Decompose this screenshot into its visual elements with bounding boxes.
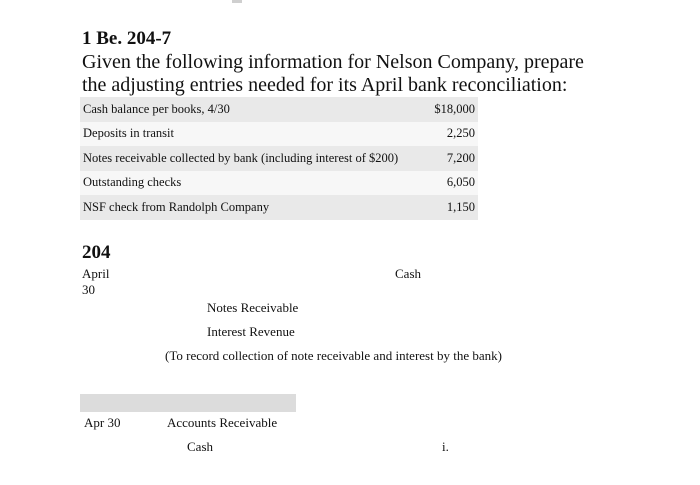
- row-amount: 6,050: [446, 175, 475, 190]
- credit-account-2: Interest Revenue: [207, 324, 295, 339]
- entry-date: Apr 30: [84, 415, 121, 430]
- row-marker: i.: [442, 439, 449, 454]
- row-amount: 2,250: [446, 126, 475, 141]
- table-row: [80, 97, 478, 122]
- entry-explanation: (To record collection of note receivable and interest by the bank): [165, 348, 502, 363]
- table-row: [80, 171, 478, 196]
- table-row: [80, 122, 478, 147]
- row-label: Cash balance per books, 4/30: [83, 101, 230, 116]
- table-row: [80, 195, 478, 220]
- row-amount: 1,150: [446, 199, 475, 214]
- row-label: Deposits in transit: [83, 126, 174, 141]
- credit-account-1: Notes Receivable: [207, 300, 299, 315]
- row-label: Outstanding checks: [83, 175, 182, 190]
- answer-placeholder-bar: [80, 394, 296, 412]
- info-table: [80, 97, 478, 220]
- row-amount: 7,200: [446, 150, 475, 165]
- debit-account: Cash: [395, 266, 421, 281]
- problem-id: 1 Be. 204-7: [82, 28, 172, 49]
- row-label: NSF check from Randolph Company: [83, 199, 270, 214]
- credit-account-3: Cash: [187, 439, 213, 454]
- problem-text-line-2: the adjusting entries needed for its April bank reconciliation:: [82, 74, 568, 96]
- row-label: Notes receivable collected by bank (including interest of $200): [83, 150, 399, 165]
- entry-month: April: [82, 266, 110, 281]
- entry-day: 30: [82, 282, 95, 297]
- row-amount: $18,000: [434, 101, 475, 116]
- top-edge-mark: [232, 0, 242, 3]
- debit-account-2: Accounts Receivable: [167, 415, 278, 430]
- table-row: [80, 146, 478, 171]
- problem-text-line-1: Given the following information for Nelson Company, prepare: [82, 51, 584, 73]
- entry-id: 204: [82, 242, 111, 263]
